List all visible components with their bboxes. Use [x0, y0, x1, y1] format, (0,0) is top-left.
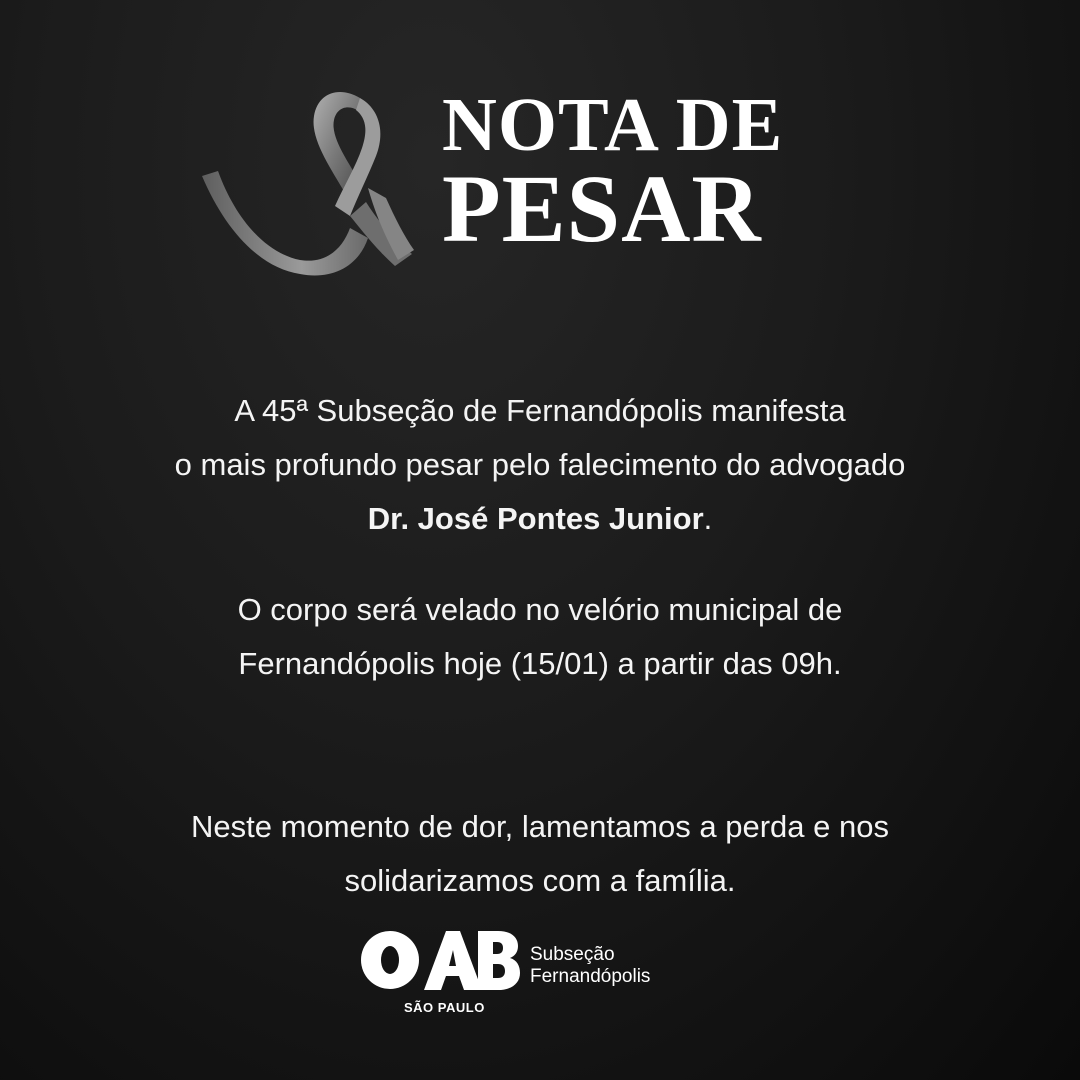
- logo-subtitle-line-1: Subseção: [530, 944, 615, 965]
- announcement-line-1: A 45ª Subseção de Fernandópolis manifesta: [234, 393, 846, 428]
- condolence-line-2: solidarizamos com a família.: [344, 863, 736, 898]
- wake-info-line-1: O corpo será velado no velório municipal de: [237, 592, 843, 627]
- announcement-line-2: o mais profundo pesar pelo falecimento do advogado: [174, 447, 906, 482]
- announcement-line-3: [0, 492, 1080, 546]
- header: [190, 70, 890, 280]
- awareness-ribbon-icon: [190, 78, 430, 278]
- wake-info-line-2: Fernandópolis hoje (15/01) a partir das 09h.: [238, 646, 842, 681]
- announcement-paragraph: [0, 384, 1080, 546]
- logo-subtitle-line-2: Fernandópolis: [530, 966, 651, 987]
- title-line-2: PESAR: [442, 155, 762, 263]
- title-line-1: NOTA DE: [442, 83, 784, 167]
- page-title: [442, 83, 784, 263]
- wake-info-paragraph: [0, 583, 1080, 691]
- deceased-name: Dr. José Pontes Junior: [367, 501, 704, 536]
- announcement-end: .: [703, 501, 713, 536]
- logo-subtitle: [530, 944, 650, 988]
- oab-logo-mark: [360, 930, 520, 990]
- logo-state: SÃO PAULO: [404, 1000, 485, 1015]
- oab-logo: [360, 930, 680, 1025]
- condolence-line-1: Neste momento de dor, lamentamos a perda e nos: [191, 809, 889, 844]
- condolence-paragraph: [0, 800, 1080, 908]
